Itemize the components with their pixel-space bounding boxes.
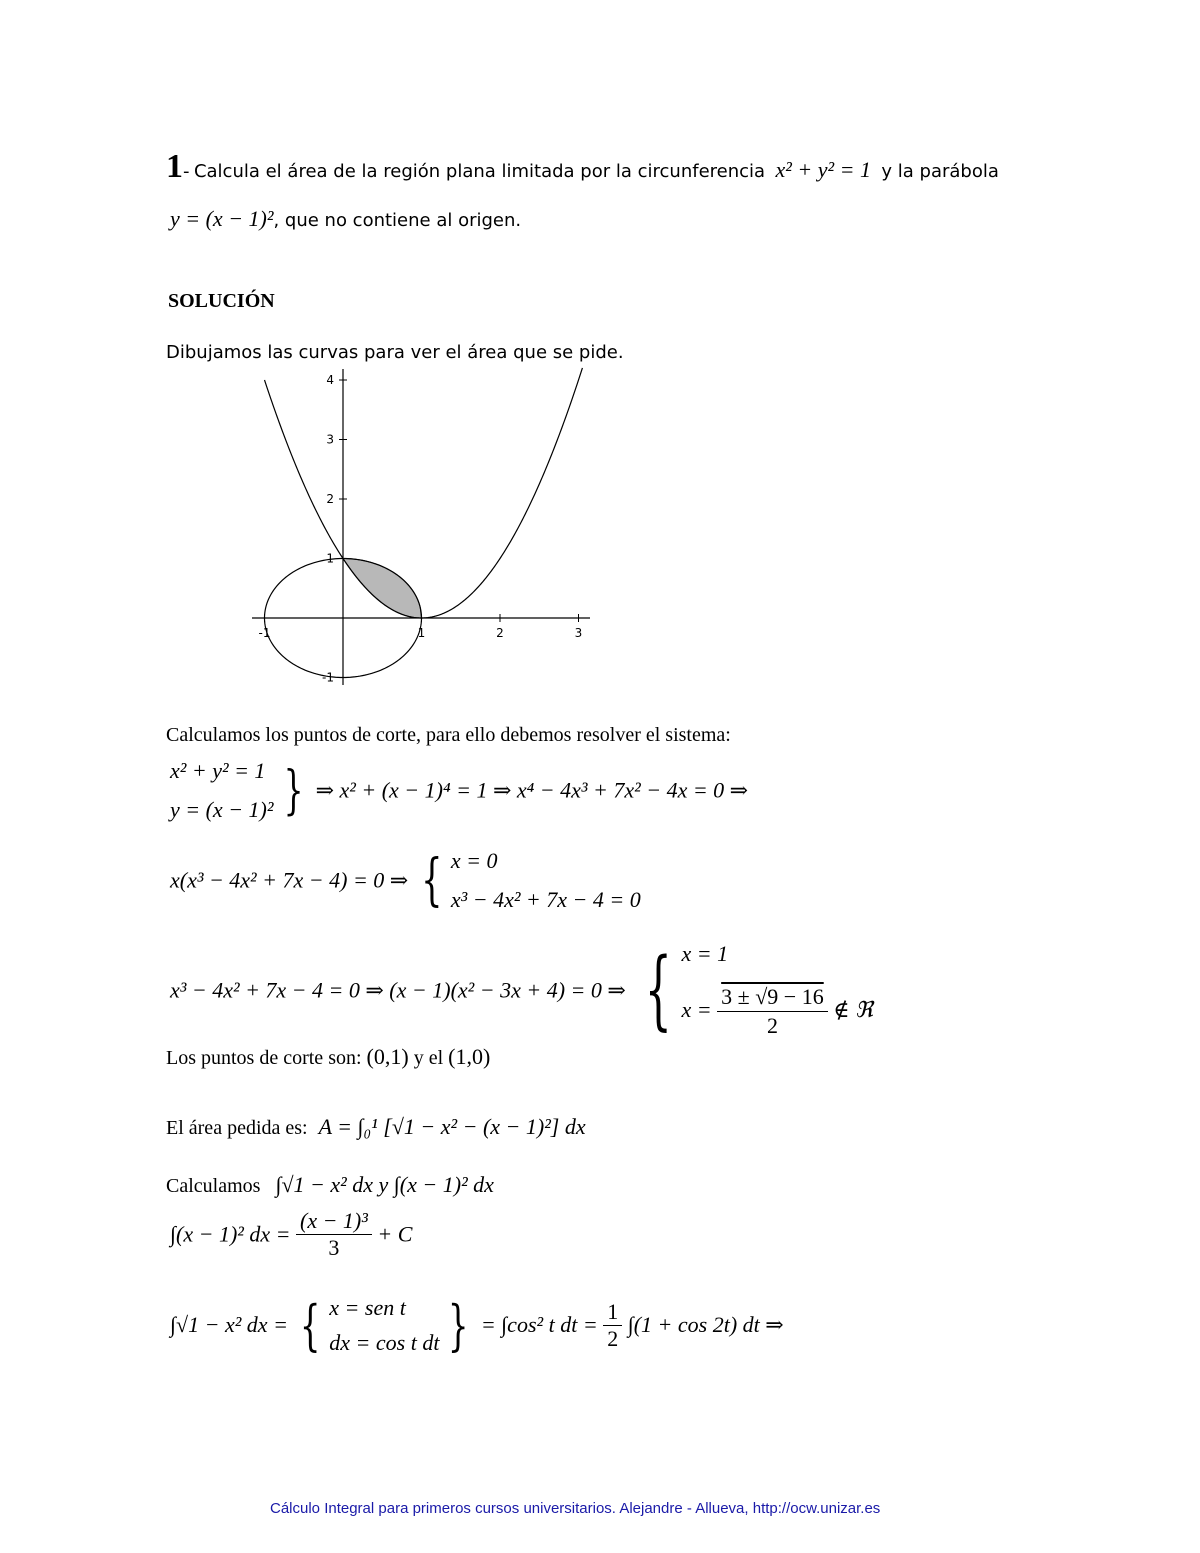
integral-2-case2: dx = cos t dt	[329, 1330, 440, 1356]
integral-2-case1: x = sen t	[329, 1295, 406, 1320]
integral-1-right: + C	[377, 1221, 413, 1247]
shaded-area	[343, 559, 422, 619]
left-brace: {	[420, 848, 443, 913]
integral-1	[170, 1208, 412, 1261]
area-formula: A = ∫₀¹ [√1 − x² − (x − 1)²] dx	[318, 1114, 586, 1139]
integral-2-frac-num: 1	[603, 1299, 622, 1326]
system-1-result: ⇒ x² + (x − 1)⁴ = 1 ⇒ x⁴ − 4x³ + 7x² − 4x = 0 ⇒	[315, 777, 749, 803]
calc-formula: ∫√1 − x² dx y ∫(x − 1)² dx	[275, 1172, 494, 1197]
problem-number: 1	[166, 148, 183, 185]
problem-text-c: , que no contiene al origen.	[273, 210, 522, 231]
problem-text-b: y la parábola	[881, 161, 999, 182]
problem-dash: -	[183, 161, 190, 182]
problem-text-a: Calcula el área de la región plana limitada por la circunferencia	[193, 161, 766, 182]
integral-1-den: 3	[328, 1235, 340, 1260]
system-2-left: x(x³ − 4x² + 7x − 4) = 0 ⇒	[170, 867, 409, 893]
integral-2	[170, 1290, 784, 1360]
system-3	[170, 940, 873, 1041]
system-3-case1: x = 1	[681, 941, 729, 966]
system-3-case2-num: 3 ± √9 − 16	[717, 983, 828, 1013]
system-1-eq2: y = (x − 1)²	[170, 796, 274, 822]
right-brace: }	[283, 760, 304, 821]
y-tick-label: -1	[322, 670, 334, 685]
y-tick-label: 4	[326, 373, 334, 387]
points-and: y el	[413, 1047, 444, 1069]
integral-2-frac-den: 2	[607, 1325, 619, 1351]
system-1	[170, 752, 748, 829]
y-tick-label: 2	[326, 492, 334, 506]
system-3-left: x³ − 4x² + 7x − 4 = 0 ⇒ (x − 1)(x² − 3x + 4) = 0 ⇒	[170, 977, 626, 1003]
circle-equation: x² + y² = 1	[775, 157, 871, 182]
calc-line	[166, 1172, 494, 1198]
points-line	[166, 1044, 490, 1070]
area-text: El área pedida es:	[166, 1117, 308, 1139]
system-1-eq1: x² + y² = 1	[170, 758, 266, 783]
problem-statement	[166, 148, 999, 186]
x-tick-label: -1	[258, 626, 271, 640]
system-3-case2-suffix: ∉ ℜ	[833, 996, 873, 1022]
parabola-curve	[265, 368, 583, 618]
point-1: (0,1)	[366, 1044, 409, 1069]
integral-2-right: ∫(1 + cos 2t) dt ⇒	[627, 1312, 784, 1338]
area-line	[166, 1114, 586, 1140]
system-2-case2: x³ − 4x² + 7x − 4 = 0	[450, 886, 641, 912]
parabola-equation: y = (x − 1)²	[170, 206, 274, 231]
integral-2-mid: = ∫cos² t dt =	[480, 1312, 598, 1338]
x-tick-label: 1	[417, 626, 426, 640]
integral-2-left: ∫√1 − x² dx =	[170, 1312, 288, 1338]
curves-figure	[240, 365, 610, 695]
y-tick-label: 3	[326, 432, 334, 447]
system-2	[170, 842, 641, 919]
left-brace: {	[644, 940, 673, 1041]
y-tick-label: 1	[326, 551, 334, 566]
cut-points-text: Calculamos los puntos de corte, para ello debemos resolver el sistema:	[166, 724, 731, 746]
left-brace: {	[300, 1293, 321, 1357]
integral-1-num: (x − 1)³	[296, 1208, 372, 1235]
calc-text: Calculamos	[166, 1175, 261, 1197]
page-footer: Cálculo Integral para primeros cursos universitarios. Alejandre - Allueva, http://ocw.unizar.es	[270, 1500, 881, 1517]
system-3-case2-prefix: x =	[681, 996, 712, 1022]
solution-intro: Dibujamos las curvas para ver el área que se pide.	[166, 342, 624, 363]
system-3-case2-den: 2	[766, 1013, 778, 1039]
x-tick-label: 2	[496, 626, 504, 640]
x-tick-label: 3	[574, 626, 583, 640]
point-2: (1,0)	[448, 1044, 491, 1069]
solution-heading: SOLUCIÓN	[168, 290, 275, 312]
points-text: Los puntos de corte son:	[166, 1047, 362, 1069]
right-brace: }	[447, 1293, 469, 1357]
system-2-case1: x = 0	[450, 848, 498, 873]
problem-statement-line2	[170, 206, 521, 232]
integral-1-left: ∫(x − 1)² dx =	[170, 1221, 291, 1247]
